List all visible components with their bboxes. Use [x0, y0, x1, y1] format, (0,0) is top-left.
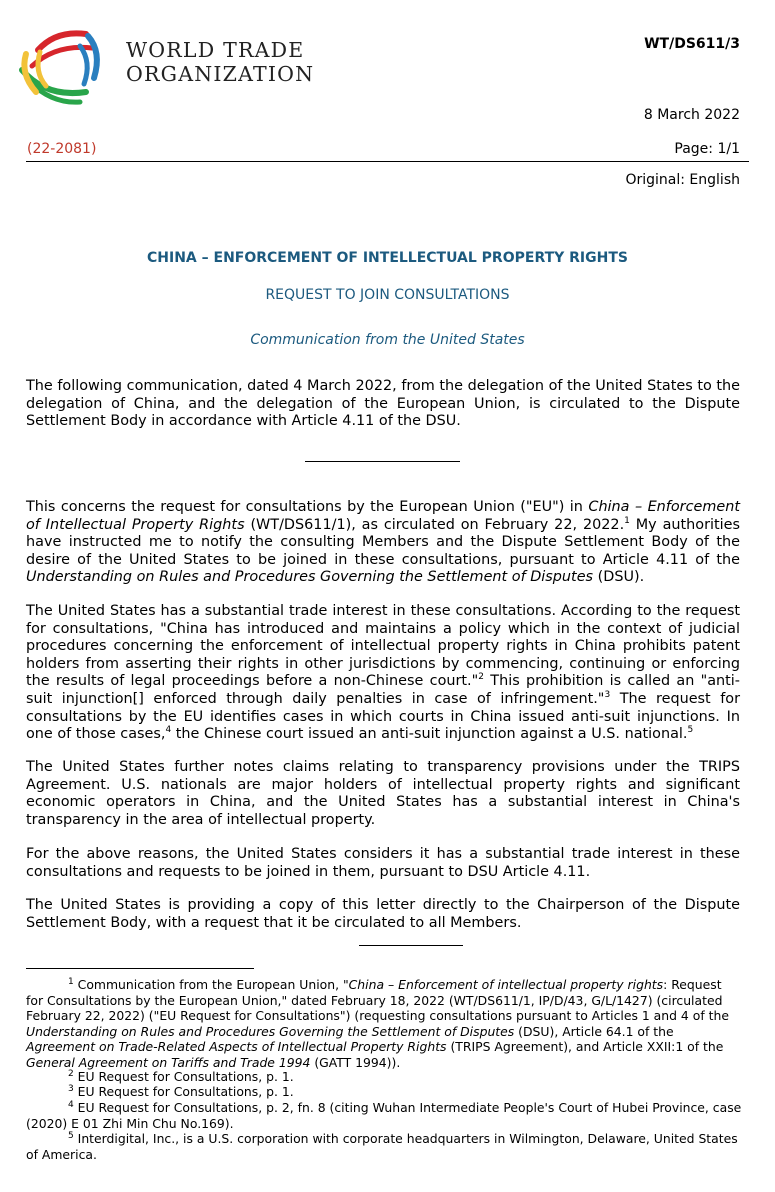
- body-paragraph-5: The United States is providing a copy of this letter directly to the Chairperson of the Dispute Settlement Body, with a request that it be circulated to all Members.: [26, 897, 740, 931]
- footnote-ref-1[interactable]: 1: [624, 515, 630, 526]
- footnote-5: $^5$ Interdigital, Inc., is a U.S. corporation with corporate headquarters in Wilmington, Delaware, United States of America.: [26, 1130, 738, 1162]
- document-date: 8 March 2022: [643, 107, 740, 123]
- footnote-ref-2[interactable]: 2: [478, 672, 484, 683]
- body-paragraph-1: This concerns the request for consultations by the European Union ("EU") in China – Enforcement of Intellectual Property Rights (WT/DS611/1), as circulated on February 22, 2022.$^1$ My authorities have instructed me to notify the consulting Members and the Dispute Settlement Body of the desire of the United States to be joined in these consultations, pursuant to Article 4.11 of the Understanding on Rules and Procedures Governing the Settlement of Disputes (DSU).: [26, 499, 740, 586]
- page-count: Page: 1/1: [674, 141, 740, 157]
- footnote-ref-3[interactable]: 3: [604, 690, 611, 701]
- footnote-3: $^3$ EU Request for Consultations, p. 1.: [68, 1083, 294, 1099]
- document-title: CHINA – ENFORCEMENT OF INTELLECTUAL PROPERTY RIGHTS: [147, 250, 628, 266]
- body-paragraph-4: For the above reasons, the United States considers it has a substantial trade interest in these consultations and requests to be joined in them, pursuant to DSU Article 4.11.: [26, 846, 740, 880]
- footnote-ref-5[interactable]: 5: [687, 725, 694, 736]
- end-divider: [359, 945, 463, 946]
- organization-name: [126, 38, 314, 86]
- intro-paragraph: The following communication, dated 4 March 2022, from the delegation of the United States to the delegation of China, and the delegation of the European Union, is circulated to the Dispute Settlement Body in accordance with Article 4.11 of the DSU.: [26, 378, 740, 430]
- section-divider: [305, 461, 460, 462]
- document-symbol: WT/DS611/3: [644, 36, 740, 52]
- footnote-1: $^1$ Communication from the European Union, "China – Enforcement of intellectual property rights: Request for Consultations by the European Union," dated February 18, 2022 (WT/DS611/1, IP/D/43, G/L/1427) (circulated February 22, 2022) ("EU Request for Consultations") (requesting consultations pursuant to Articles 1 and 4 of the Understanding on Rules and Procedures Governing the Settlement of Disputes (DSU), Article 64.1 of the Agreement on Trade-Related Aspects of Intellectual Property Rights (TRIPS Agreement), and Article XXII:1 of the General Agreement on Tariffs and Trade 1994 (GATT 1994)).: [26, 976, 729, 1070]
- body-paragraph-3: The United States further notes claims relating to transparency provisions under the TRIPS Agreement. U.S. nationals are major holders of intellectual property rights and significant economic operators in China, and the United States has a substantial interest in China's transparency in the area of intellectual property.: [26, 759, 740, 828]
- document-subtitle: REQUEST TO JOIN CONSULTATIONS: [265, 287, 510, 303]
- footnote-2: $^2$ EU Request for Consultations, p. 1.: [68, 1068, 294, 1084]
- wto-logo: [16, 22, 116, 112]
- communication-line: Communication from the United States: [250, 332, 525, 348]
- org-name-line2: ORGANIZATION: [126, 62, 315, 86]
- document-number: (22-2081): [27, 141, 97, 157]
- body-paragraph-2: The United States has a substantial trade interest in these consultations. According to the request for consultations, "China has introduced and maintains a policy which in the context of judicial procedures concerning the enforcement of intellectual property rights in China prohibits patent holders from asserting their rights in other jurisdictions by commencing, continuing or enforcing the results of legal proceedings before a non-Chinese court."$^2$ This prohibition is called an "anti-suit injunction[] enforced through daily penalties in case of infringement."$^3$ The request for consultations by the EU identifies cases in which courts in China issued anti-suit injunctions. In one of those cases,$^4$ the Chinese court issued an anti-suit injunction against a U.S. national.$^5$: [26, 603, 741, 743]
- footnote-4: $^4$ EU Request for Consultations, p. 2, fn. 8 (citing Wuhan Intermediate People's Court of Hubei Province, case (2020) E 01 Zhi Min Chu No.169).: [26, 1099, 742, 1131]
- original-language: Original: English: [625, 172, 740, 188]
- footnote-ref-4[interactable]: 4: [165, 725, 172, 736]
- header-divider: [26, 161, 749, 162]
- org-name-line1: WORLD TRADE: [126, 38, 305, 62]
- footnote-divider: [26, 968, 254, 969]
